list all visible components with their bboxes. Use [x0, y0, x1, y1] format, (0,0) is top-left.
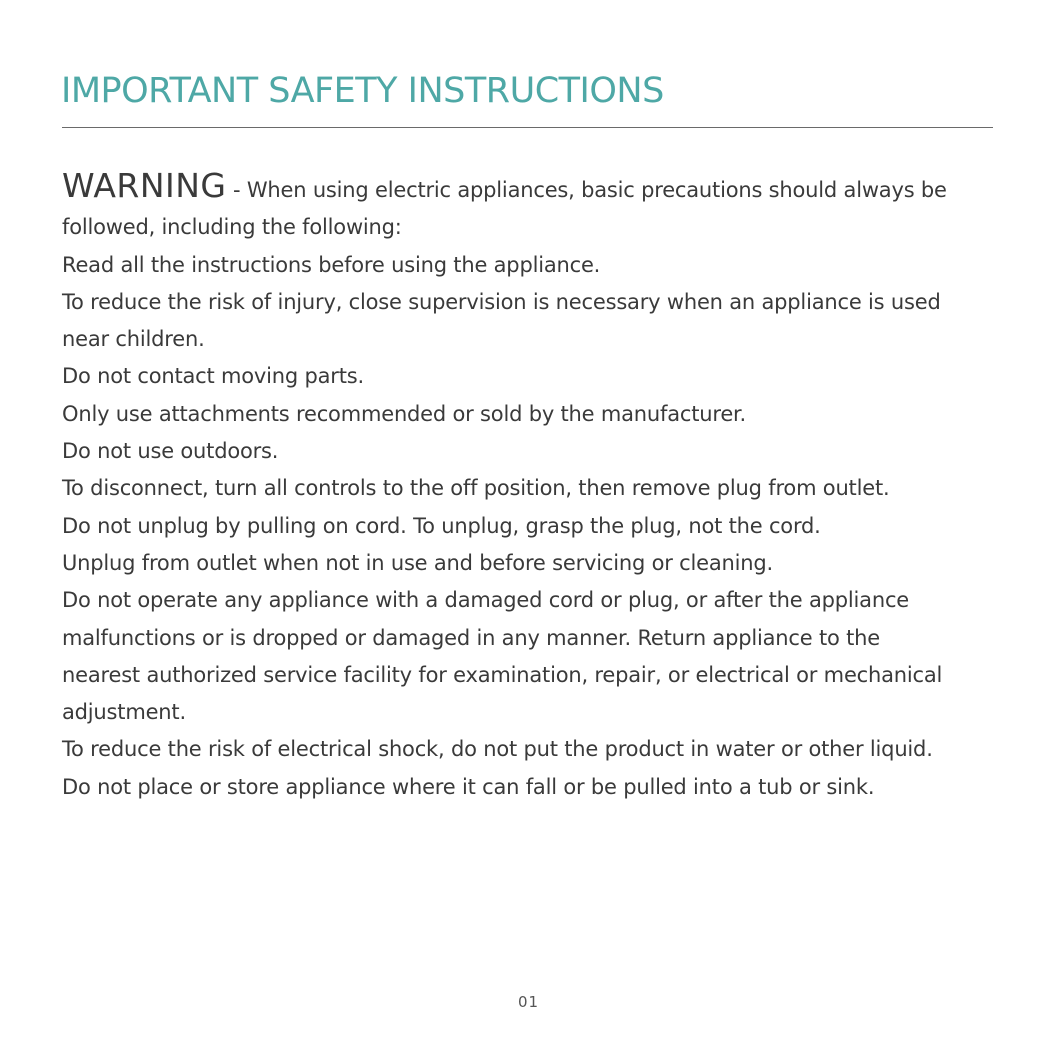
warning-label: WARNING	[62, 166, 227, 205]
instruction-item: Unplug from outlet when not in use and before servicing or cleaning.	[62, 550, 773, 575]
instruction-item: Read all the instructions before using the appliance.	[62, 252, 601, 277]
instruction-item: To disconnect, turn all controls to the off position, then remove plug from outlet.	[62, 476, 890, 501]
title-divider	[62, 127, 993, 128]
page-title: IMPORTANT SAFETY INSTRUCTIONS	[61, 71, 664, 111]
instructions-body	[62, 167, 962, 806]
warning-intro: - When using electric appliances, basic precautions should always be followed, including the following:	[62, 178, 947, 240]
page-number: 01	[517, 993, 540, 1011]
instruction-item: Only use attachments recommended or sold by the manufacturer.	[62, 401, 747, 426]
warning-paragraph	[62, 167, 962, 247]
instruction-item: Do not operate any appliance with a damaged cord or plug, or after the appliance malfunctions or is dropped or damaged in any manner. Return appliance to the nearest authorized service facility for examination, repair, or electrical or mechanical adjustment.	[62, 588, 943, 725]
instruction-item: To reduce the risk of electrical shock, do not put the product in water or other liquid. Do not place or store appliance where it can fall or be pulled into a tub or sink.	[62, 737, 933, 799]
instruction-item: Do not contact moving parts.	[62, 364, 364, 389]
instruction-item: Do not unplug by pulling on cord. To unplug, grasp the plug, not the cord.	[62, 513, 821, 538]
instruction-item: To reduce the risk of injury, close supervision is necessary when an appliance is used near children.	[62, 289, 941, 352]
instruction-item: Do not use outdoors.	[62, 439, 279, 464]
